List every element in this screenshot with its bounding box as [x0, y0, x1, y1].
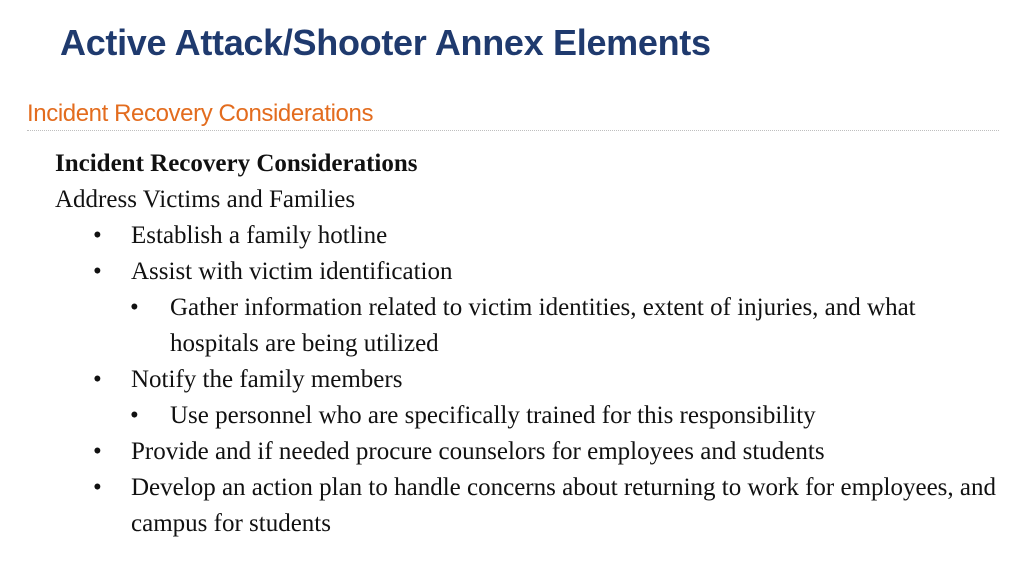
slide-title: Active Attack/Shooter Annex Elements [60, 22, 711, 63]
bullet-icon: • [93, 474, 102, 501]
content-heading: Incident Recovery Considerations [55, 150, 418, 177]
list-item-text: Use personnel who are specifically trained for this responsibility [170, 402, 816, 429]
bullet-icon: • [130, 294, 139, 321]
content-body [55, 146, 1005, 542]
list-item-text: Provide and if needed procure counselors for employees and students [131, 438, 825, 465]
list-item [55, 290, 1005, 362]
list-item-text: Notify the family members [131, 366, 403, 393]
list-item [55, 434, 1005, 470]
bullet-icon: • [93, 438, 102, 465]
intro-line: Address Victims and Families [55, 186, 356, 213]
list-item-text: Develop an action plan to handle concerns about returning to work for employees, and campus for students [131, 474, 997, 537]
list-item [55, 470, 1005, 542]
bullet-icon: • [93, 222, 102, 249]
bullet-icon: • [130, 402, 139, 429]
list-item-text: Assist with victim identification [131, 258, 453, 285]
slide-subtitle: Incident Recovery Considerations [27, 100, 374, 127]
list-item-text: Establish a family hotline [131, 222, 388, 249]
list-item-text: Gather information related to victim identities, extent of injuries, and what hospitals are being utilized [170, 294, 916, 357]
bullet-icon: • [93, 258, 102, 285]
list-item [55, 362, 1005, 398]
divider [27, 130, 999, 131]
bullet-icon: • [93, 366, 102, 393]
list-item [55, 218, 1005, 254]
list-item [55, 398, 1005, 434]
list-item [55, 254, 1005, 290]
